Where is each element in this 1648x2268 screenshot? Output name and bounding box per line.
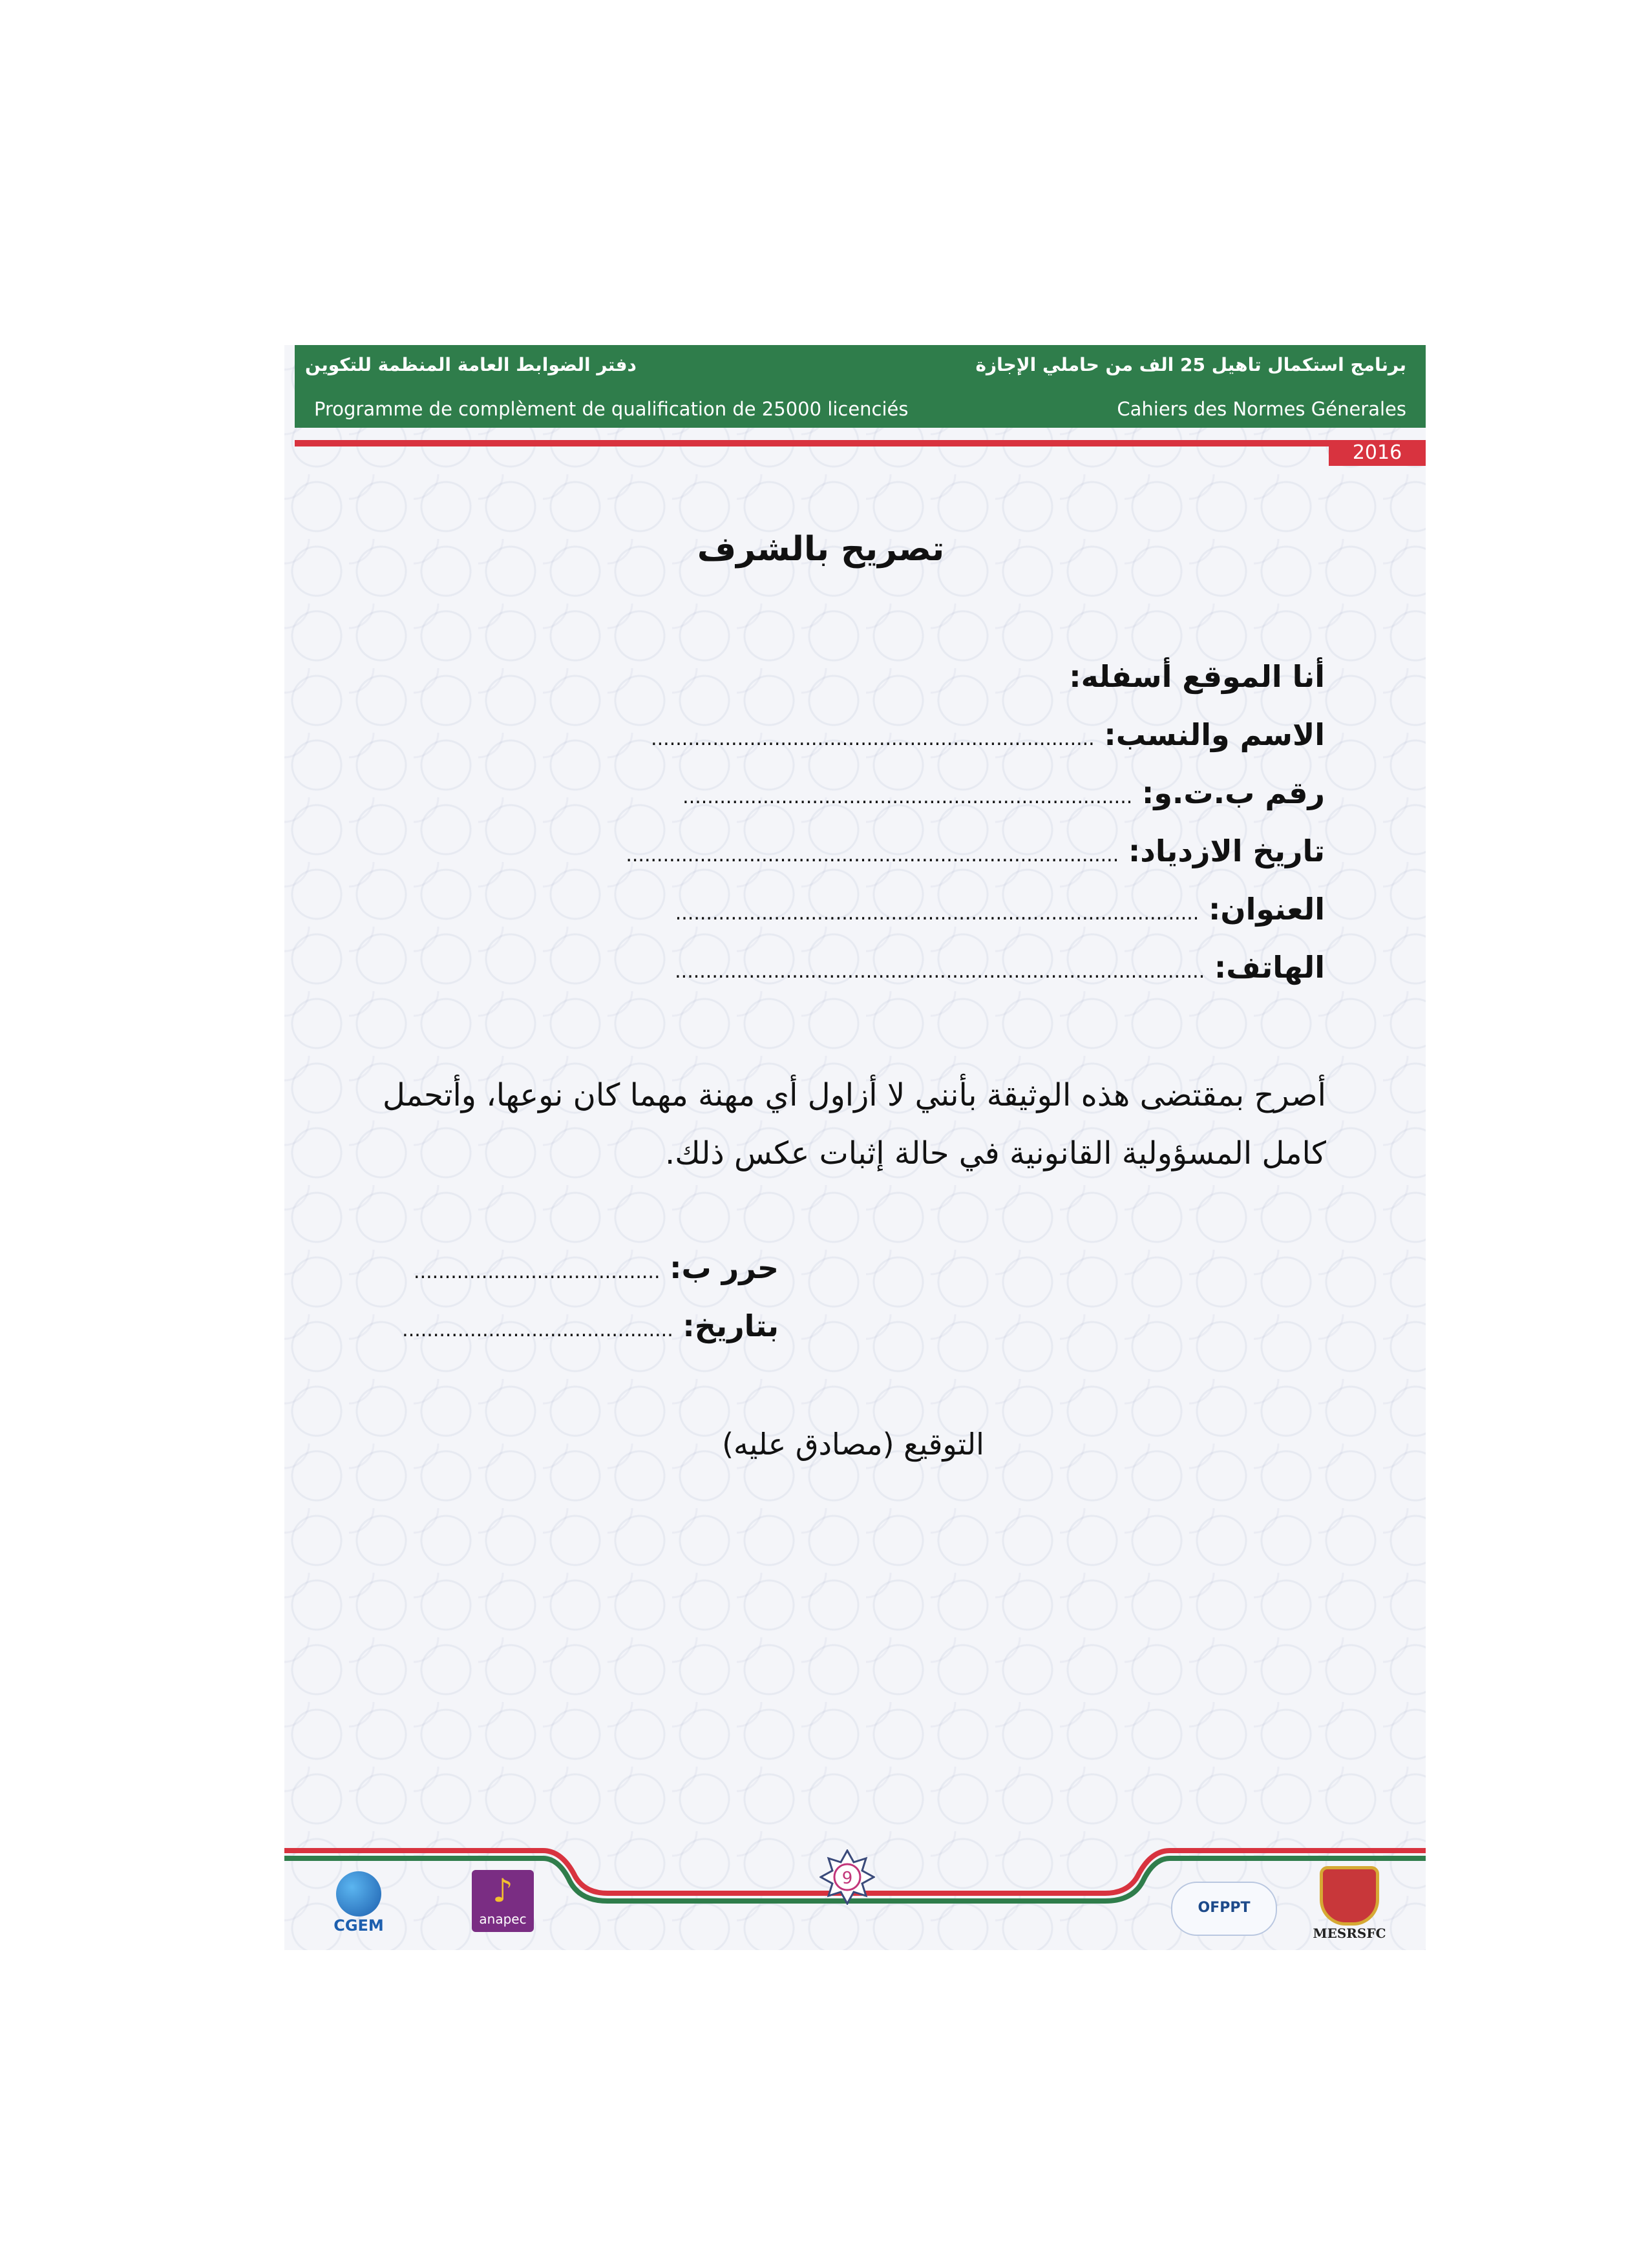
dob-label: تاريخ الازدياد: xyxy=(1128,834,1325,868)
year-badge: 2016 xyxy=(1329,440,1426,466)
address-dotted-line: ..................................................................................... xyxy=(675,902,1199,925)
header-red-line xyxy=(295,440,1426,446)
dob-dotted-line: ................................................................................ xyxy=(626,844,1119,866)
anapec-logo-text: anapec xyxy=(479,1911,527,1927)
name-field xyxy=(651,717,1325,752)
header-program-title-fr: Programme de complèment de qualification de 25000 licenciés xyxy=(314,398,909,420)
phone-dotted-line: ...................................................................................... xyxy=(675,960,1205,983)
mesrsfc-logo-text: MESRSFC xyxy=(1313,1926,1386,1941)
mesrsfc-logo xyxy=(1311,1866,1388,1941)
cgem-logo-text: CGEM xyxy=(333,1916,384,1935)
address-label: العنوان: xyxy=(1208,892,1325,927)
place-field xyxy=(414,1250,779,1285)
cgem-logo xyxy=(330,1871,388,1935)
intro-line xyxy=(1069,659,1325,694)
signature-line: التوقيع (مصادق عليه) xyxy=(722,1427,984,1462)
intro-label: أنا الموقع أسفله: xyxy=(1069,659,1325,694)
place-label: حرر ب: xyxy=(670,1250,779,1285)
address-field xyxy=(675,892,1325,927)
dob-field xyxy=(626,834,1325,868)
header-specs-title-ar: دفتر الضوابط العامة المنظمة للتكوين xyxy=(305,354,637,375)
date-label: بتاريخ: xyxy=(682,1308,779,1343)
phone-field xyxy=(675,950,1325,985)
header-program-title-ar: برنامج استكمال تاهيل 25 الف من حاملي الإجازة xyxy=(975,354,1406,375)
date-field xyxy=(402,1308,779,1343)
page-number: 9 xyxy=(841,1869,853,1888)
phone-label: الهاتف: xyxy=(1214,950,1325,985)
cin-dotted-line: ......................................................................... xyxy=(682,786,1133,808)
header-specs-title-fr: Cahiers des Normes Génerales xyxy=(1117,398,1406,420)
ofppt-logo xyxy=(1171,1882,1277,1936)
date-dotted-line: ............................................ xyxy=(402,1319,673,1341)
declaration-paragraph: أصرح بمقتضى هذه الوثيقة بأنني لا أزاول أي مهنة مهما كان نوعها، وأتحمل كامل المسؤولية القانونية في حالة إثبات عكس ذلك. xyxy=(383,1077,1326,1171)
cin-label: رقم ب.ت.و: xyxy=(1141,775,1325,810)
name-label: الاسم والنسب: xyxy=(1104,717,1325,752)
page-ornament-icon xyxy=(819,1849,875,1905)
coat-of-arms-icon xyxy=(1320,1866,1379,1926)
header-banner xyxy=(295,345,1426,428)
ofppt-logo-text: OFPPT xyxy=(1198,1900,1251,1916)
page-title: تصريح بالشرف xyxy=(697,530,945,569)
globe-icon xyxy=(336,1871,381,1916)
name-dotted-line: ........................................................................ xyxy=(651,728,1095,750)
anapec-logo xyxy=(472,1870,534,1932)
cin-field xyxy=(682,775,1325,810)
place-dotted-line: ........................................ xyxy=(414,1261,660,1283)
page-number-badge xyxy=(819,1849,875,1905)
anapec-mark-icon: ♪ xyxy=(492,1872,513,1909)
